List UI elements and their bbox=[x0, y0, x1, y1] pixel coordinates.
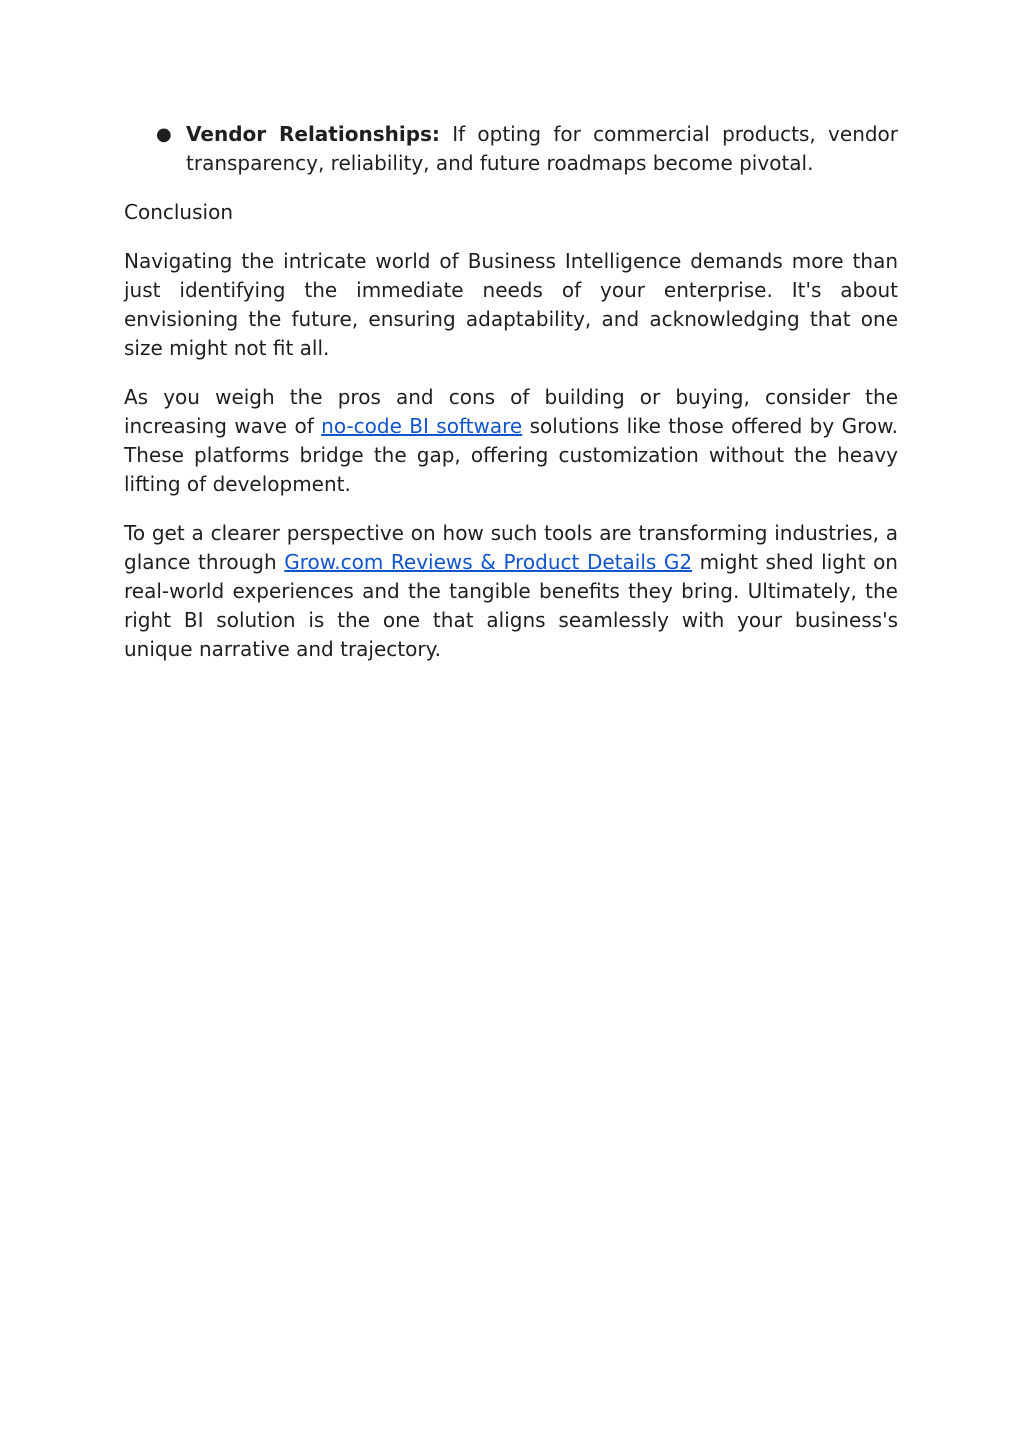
bullet-text: If opting for commercial products, vendor transparency, reliability, and future roadmaps become pivotal. bbox=[186, 122, 899, 175]
paragraph-pros-cons bbox=[124, 383, 898, 499]
paragraph-navigating: Navigating the intricate world of Business Intelligence demands more than just identifying the immediate needs of your enterprise. It's about envisioning the future, ensuring adaptability, and acknowledging that one size might not fit all. bbox=[124, 249, 898, 360]
document-page bbox=[124, 120, 898, 684]
paragraph-perspective bbox=[124, 519, 898, 664]
paragraph-pros-cons-text-before: As you weigh the pros and cons of building or buying, consider the increasing wave of bbox=[124, 385, 898, 438]
conclusion-heading: Conclusion bbox=[124, 200, 233, 224]
grow-g2-reviews-link[interactable]: Grow.com Reviews & Product Details G2 bbox=[284, 550, 693, 574]
paragraph-perspective-text-before: To get a clearer perspective on how such tools are transforming industries, a glance through bbox=[124, 521, 898, 574]
bullet-item-vendor-relationships bbox=[124, 120, 898, 178]
bullet-term: Vendor Relationships: bbox=[186, 122, 440, 146]
no-code-bi-software-link[interactable]: no-code BI software bbox=[321, 414, 523, 438]
bullet-icon: ● bbox=[156, 124, 172, 145]
paragraph-perspective-text-after: might shed light on real-world experiences and the tangible benefits they bring. Ultimately, the right BI solution is the one that aligns seamlessly with your business's unique narrative and trajectory. bbox=[124, 550, 898, 661]
paragraph-pros-cons-text-after: solutions like those offered by Grow. These platforms bridge the gap, offering customization without the heavy lifting of development. bbox=[124, 414, 899, 496]
